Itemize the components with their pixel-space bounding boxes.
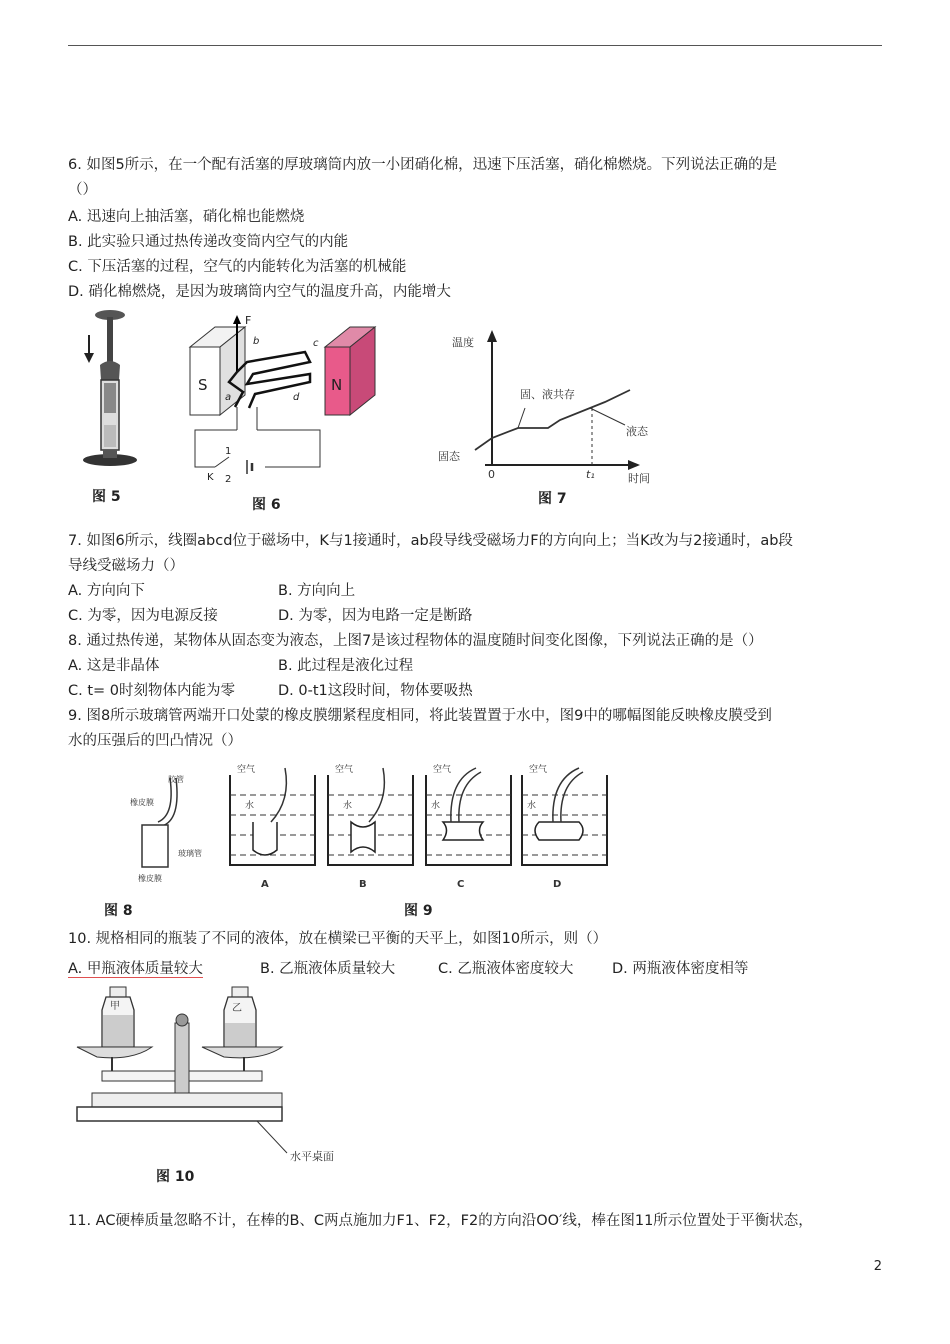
svg-text:橡皮膜: 橡皮膜 [130, 798, 154, 807]
q6-stem-paren: （） [68, 182, 97, 198]
beaker-c [426, 763, 511, 890]
svg-text:空气: 空气 [529, 765, 548, 775]
q7-option-a: A. 方向向下 [68, 583, 145, 599]
q10-stem: 10. 规格相同的瓶装了不同的液体，放在横梁已平衡的天平上，如图10所示，则（） [68, 931, 608, 947]
svg-text:2: 2 [225, 474, 232, 484]
svg-text:d: d [293, 392, 300, 403]
q8-option-c: C. t= 0时刻物体内能为零 [68, 683, 236, 699]
fig7-liquid-label: 液态 [626, 425, 648, 438]
q7-option-c: C. 为零，因为电源反接 [68, 608, 218, 624]
figure-5-syringe [75, 305, 145, 475]
svg-text:a: a [225, 392, 232, 403]
figure-8-caption: 图 8 [104, 903, 133, 919]
q10-option-d: D. 两瓶液体密度相等 [612, 961, 749, 977]
q6-option-b: B. 此实验只通过热传递改变筒内空气的内能 [68, 234, 349, 250]
fig10-desk-label: 水平桌面 [290, 1150, 334, 1163]
beaker-b [328, 763, 413, 890]
svg-text:水: 水 [431, 801, 441, 811]
q6-option-d: D. 硝化棉燃烧，是因为玻璃筒内空气的温度升高，内能增大 [68, 284, 451, 300]
fig6-n-pole: N [331, 376, 343, 394]
svg-text:空气: 空气 [335, 765, 354, 775]
q7-option-b: B. 方向向上 [278, 583, 356, 599]
fig7-mix-label: 固、液共存 [520, 388, 575, 401]
q8-option-a: A. 这是非晶体 [68, 658, 160, 674]
figure-10-caption: 图 10 [156, 1169, 195, 1185]
svg-text:空气: 空气 [237, 765, 256, 775]
q10-option-a-text: A. 甲瓶液体质量较大 [68, 961, 203, 977]
svg-text:K: K [207, 472, 214, 483]
q6-stem: 6. 如图5所示，在一个配有活塞的厚玻璃筒内放一小团硝化棉，迅速下压活塞，硝化棉燃烧。下列说法正确的是 [68, 157, 778, 173]
svg-text:1: 1 [225, 446, 232, 457]
svg-text:空气: 空气 [433, 765, 452, 775]
svg-text:甲: 甲 [110, 1001, 120, 1012]
svg-text:胶管: 胶管 [168, 775, 184, 784]
fig7-ylabel: 温度 [452, 336, 474, 349]
q6-option-c: C. 下压活塞的过程，空气的内能转化为活塞的机械能 [68, 259, 407, 275]
figure-8-tube [130, 770, 220, 885]
beaker-d [522, 763, 607, 890]
figure-6-motor [185, 312, 380, 484]
q8-option-d: D. 0-t1这段时间，物体要吸热 [278, 683, 473, 699]
svg-text:D: D [553, 879, 562, 890]
svg-text:乙: 乙 [232, 1003, 242, 1014]
header-rule [68, 45, 882, 46]
q6-option-a: A. 迅速向上抽活塞，硝化棉也能燃烧 [68, 209, 305, 225]
q7-stem-2: 导线受磁场力（） [68, 558, 184, 574]
svg-text:C: C [457, 879, 465, 890]
svg-text:水: 水 [343, 801, 353, 811]
svg-text:玻璃管: 玻璃管 [178, 849, 202, 858]
svg-text:0: 0 [488, 468, 495, 481]
fig6-s-pole: S [198, 376, 208, 394]
figure-5-caption: 图 5 [92, 489, 121, 505]
q11-stem: 11. AC硬棒质量忽略不计，在棒的B、C两点施加力F1、F2，F2的方向沿OO′线，棒在图11所示位置处于平衡状态， [68, 1213, 813, 1229]
fig7-solid-label: 固态 [438, 450, 460, 463]
fig7-xlabel: 时间 [628, 472, 650, 485]
svg-text:b: b [253, 336, 260, 347]
svg-text:A: A [261, 879, 269, 890]
svg-text:水: 水 [245, 801, 255, 811]
figure-10-balance [72, 985, 362, 1170]
q7-stem: 7. 如图6所示，线圈abcd位于磁场中，K与1接通时，ab段导线受磁场力F的方向向上；当K改为与2接通时，ab段 [68, 533, 793, 549]
q10-option-b: B. 乙瓶液体质量较大 [260, 961, 396, 977]
figure-7-caption: 图 7 [538, 491, 567, 507]
svg-text:水: 水 [527, 801, 537, 811]
svg-text:c: c [313, 338, 319, 349]
svg-text:B: B [359, 879, 367, 890]
svg-text:t₁: t₁ [586, 468, 595, 481]
beaker-a [230, 763, 315, 890]
fig6-force-label: F [245, 314, 252, 327]
q10-option-c: C. 乙瓶液体密度较大 [438, 961, 574, 977]
bottle-jia [102, 987, 134, 1047]
figure-9-caption: 图 9 [404, 903, 433, 919]
q8-stem: 8. 通过热传递，某物体从固态变为液态，上图7是该过程物体的温度随时间变化图像，下列说法正确的是（） [68, 633, 763, 649]
figure-9-beakers [225, 760, 615, 895]
figure-6-caption: 图 6 [252, 497, 281, 513]
q9-stem-2: 水的压强后的凹凸情况（） [68, 733, 242, 749]
q9-stem: 9. 图8所示玻璃管两端开口处蒙的橡皮膜绷紧程度相同，将此装置置于水中，图9中的哪幅图能反映橡皮膜受到 [68, 708, 772, 724]
q7-option-d: D. 为零，因为电路一定是断路 [278, 608, 473, 624]
page-number: 2 [873, 1259, 882, 1274]
svg-text:橡皮膜: 橡皮膜 [138, 874, 162, 883]
figure-7-graph [430, 320, 660, 490]
q10-option-a [68, 959, 203, 979]
bottle-yi [224, 987, 256, 1047]
q8-option-b: B. 此过程是液化过程 [278, 658, 414, 674]
